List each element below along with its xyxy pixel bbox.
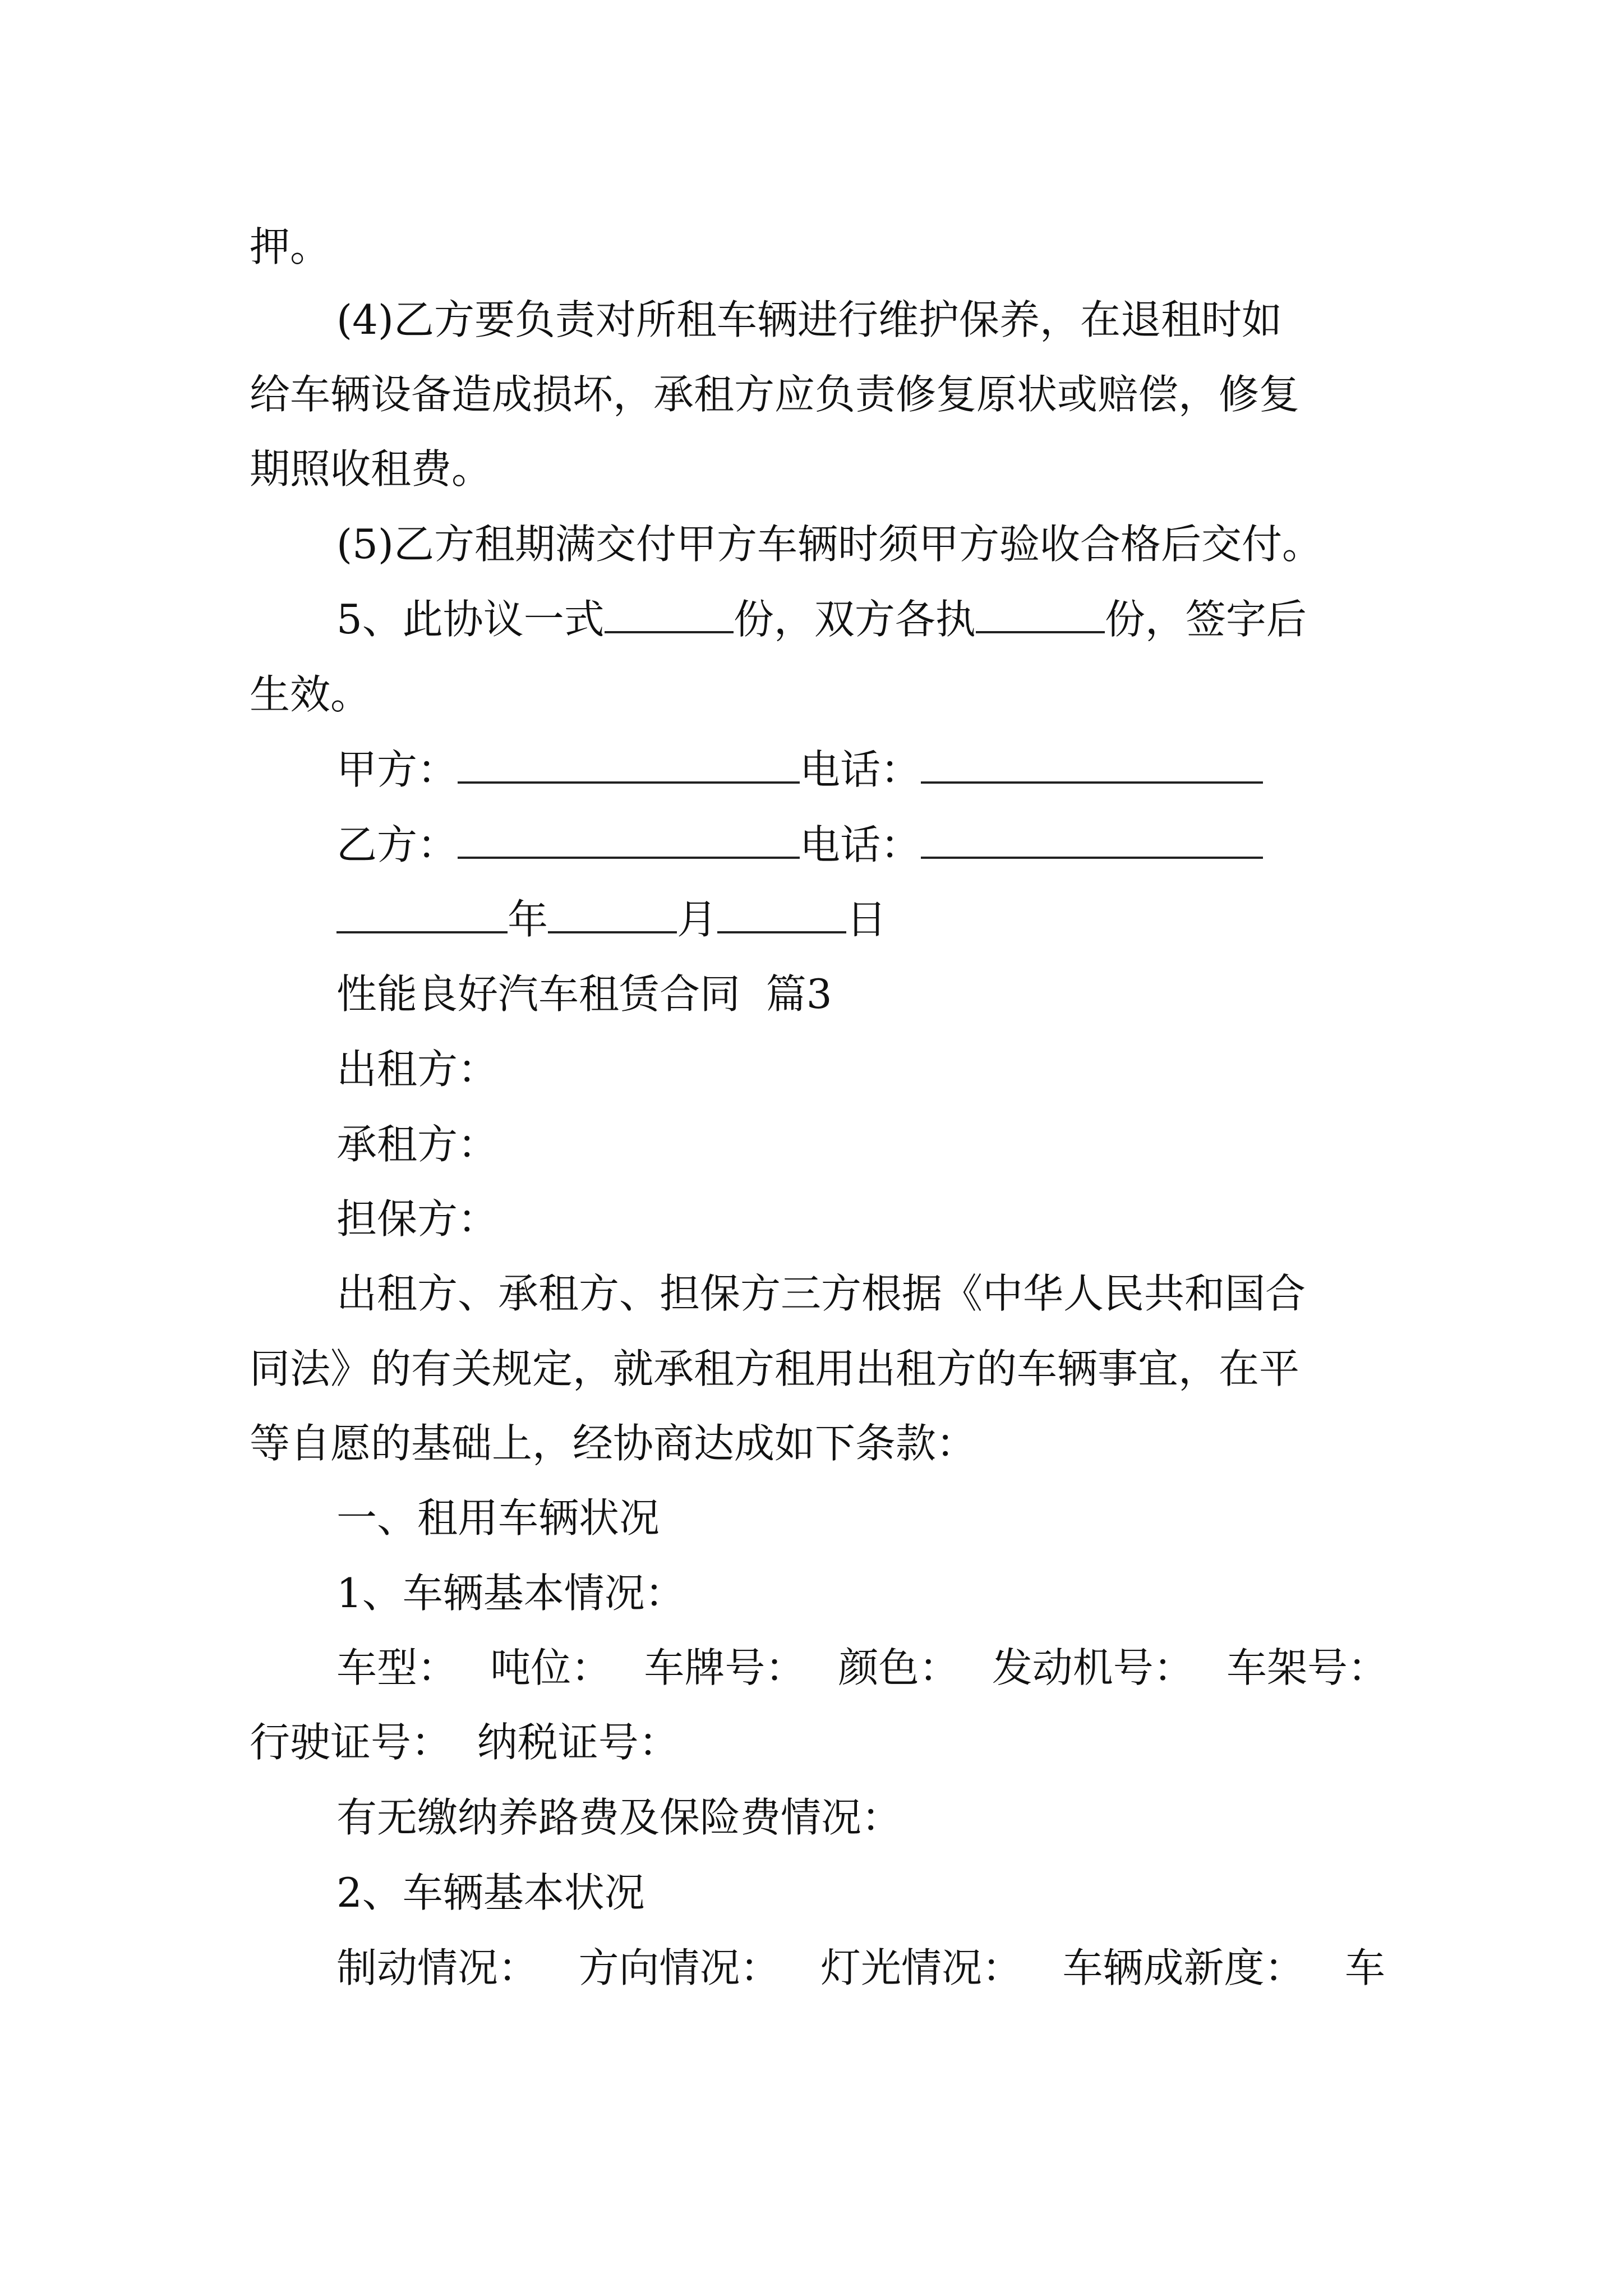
item-basic-info: 1、车辆基本情况： — [336, 1570, 685, 1617]
party-b-blank — [458, 817, 800, 859]
paragraph-line: 给车辆设备造成损坏，承租方应负责修复原状或赔偿，修复 — [250, 371, 1300, 418]
clause-4-line-1: (4)乙方要负责对所租车辆进行维护保养，在退租时如 — [336, 296, 1282, 343]
field-frame-no: 车架号： — [1226, 1644, 1388, 1691]
clause-5-line: (5)乙方租期满交付甲方车辆时须甲方验收合格后交付。 — [336, 521, 1322, 568]
intro-line-3: 等自愿的基础上，经协商达成如下条款： — [250, 1420, 977, 1467]
intro-line-2: 同法》的有关规定，就承租方租用出租方的车辆事宜，在平 — [250, 1345, 1300, 1392]
paragraph-line: 生效。 — [250, 671, 371, 718]
year-label: 年 — [508, 896, 548, 943]
field-newness: 车辆成新度： — [1062, 1944, 1305, 1991]
guarantor-label: 担保方： — [336, 1195, 499, 1243]
party-b-label: 乙方： — [336, 821, 458, 868]
month-label: 月 — [677, 896, 718, 943]
field-brakes: 制动情况： — [336, 1944, 539, 1991]
party-b-phone-blank — [921, 817, 1263, 859]
party-a-phone-blank — [921, 742, 1263, 784]
year-blank — [336, 892, 508, 933]
field-plate: 车牌号： — [644, 1644, 806, 1691]
vehicle-fields-row-2: 行驶证号： 纳税证号： — [250, 1719, 679, 1766]
field-color: 颜色： — [838, 1644, 960, 1691]
date-row — [336, 892, 887, 946]
heading-rental-vehicle-status: 一、租用车辆状况 — [336, 1494, 660, 1542]
copies-each-blank — [976, 592, 1105, 633]
fees-line: 有无缴纳养路费及保险费情况： — [336, 1794, 902, 1841]
phone-label: 电话： — [800, 821, 921, 868]
phone-label: 电话： — [800, 746, 921, 793]
party-a-blank — [458, 742, 800, 784]
paragraph-line — [250, 293, 1388, 347]
condition-fields-row — [336, 1941, 1385, 1995]
field-lights: 灯光情况： — [820, 1944, 1022, 1991]
lessor-label: 出租方： — [336, 1046, 499, 1093]
copies-label-1: 5、此协议一式 — [336, 596, 605, 643]
copies-total-blank — [605, 592, 734, 633]
party-a-signature-row — [336, 742, 1263, 796]
paragraph-line: 期照收租费。 — [250, 445, 492, 493]
day-label: 日 — [846, 896, 887, 943]
section-title: 性能良好汽车租赁合同 篇3 — [336, 970, 832, 1018]
lessee-label: 承租方： — [336, 1121, 499, 1168]
month-blank — [548, 892, 677, 933]
party-a-label: 甲方： — [336, 746, 458, 793]
field-model: 车型： — [336, 1644, 458, 1691]
paragraph-line: 押。 — [250, 223, 331, 270]
copies-label-2: 份，双方各执 — [733, 596, 976, 643]
day-blank — [717, 892, 846, 933]
field-vehicle-cont: 车 — [1344, 1944, 1385, 1991]
field-engine-no: 发动机号： — [992, 1644, 1194, 1691]
item-basic-condition: 2、车辆基本状况 — [336, 1869, 645, 1916]
vehicle-fields-row-1 — [336, 1641, 1388, 1695]
copies-clause — [336, 592, 1307, 646]
field-steering: 方向情况： — [578, 1944, 781, 1991]
party-b-signature-row — [336, 817, 1263, 871]
intro-line-1: 出租方、承租方、担保方三方根据《中华人民共和国合 — [336, 1270, 1306, 1317]
field-tonnage: 吨位： — [490, 1644, 612, 1691]
copies-label-3: 份，签字后 — [1104, 596, 1307, 643]
